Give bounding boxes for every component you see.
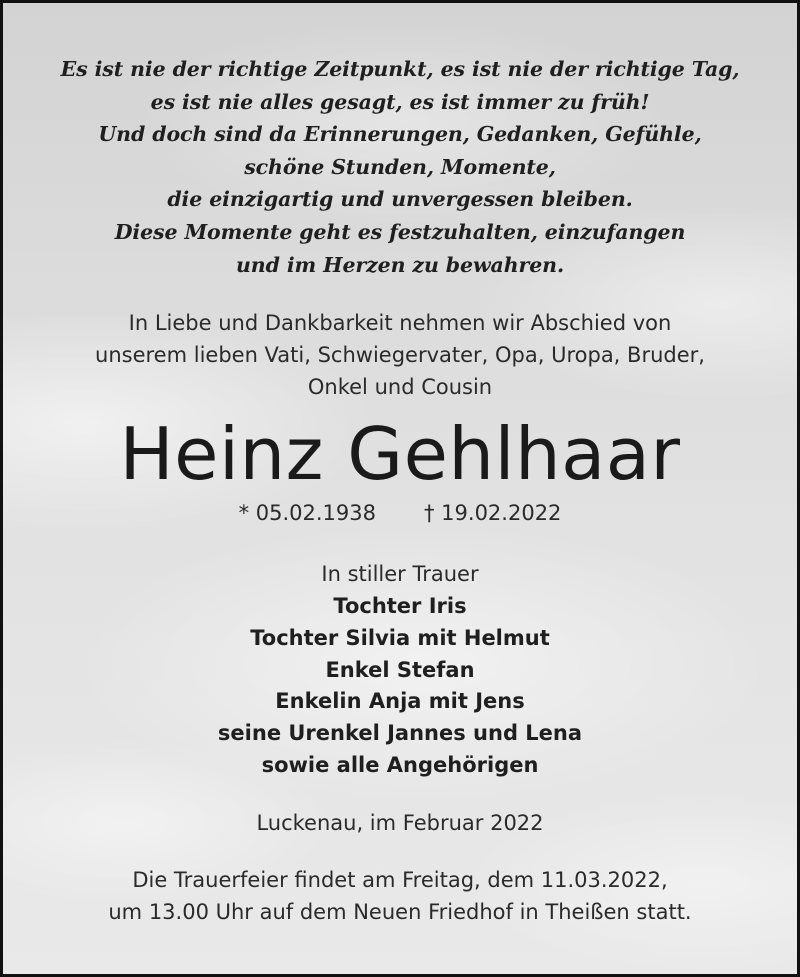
intro-line: In Liebe und Dankbarkeit nehmen wir Abschied von: [128, 311, 672, 336]
memorial-poem: [3, 53, 797, 281]
service-line: um 13.00 Uhr auf dem Neuen Friedhof in Theißen statt.: [108, 899, 692, 924]
mourners-list: [3, 559, 797, 782]
mourner-name: Enkelin Anja mit Jens: [275, 689, 525, 714]
mourner-name: Enkel Stefan: [325, 657, 475, 682]
deceased-name: Heinz Gehlhaar: [119, 412, 681, 497]
poem-line: und im Herzen zu bewahren.: [235, 252, 564, 277]
place-and-date: Luckenau, im Februar 2022: [256, 810, 544, 835]
farewell-intro: [3, 307, 797, 403]
mourner-name: sowie alle Angehörigen: [261, 752, 539, 777]
poem-line: schöne Stunden, Momente,: [244, 154, 556, 179]
service-line: Die Trauerfeier findet am Freitag, dem 11.03.2022,: [132, 867, 668, 892]
intro-line: Onkel und Cousin: [307, 375, 493, 400]
poem-line: Und doch sind da Erinnerungen, Gedanken, Gefühle,: [98, 122, 702, 147]
mourning-lead: In stiller Trauer: [321, 562, 479, 587]
funeral-service-info: [3, 864, 797, 928]
poem-line: die einzigartig und unvergessen bleiben.: [167, 187, 633, 212]
life-dates: [3, 497, 797, 529]
poem-line: Diese Momente geht es festzuhalten, einzufangen: [114, 219, 686, 244]
mourner-name: seine Urenkel Jannes und Lena: [217, 721, 583, 746]
obituary-content: [3, 3, 797, 928]
death-date: † 19.02.2022: [424, 501, 562, 526]
mourner-name: Tochter Iris: [333, 593, 467, 618]
birth-date: * 05.02.1938: [238, 501, 376, 526]
mourner-name: Tochter Silvia mit Helmut: [250, 625, 550, 650]
poem-line: Es ist nie der richtige Zeitpunkt, es ist nie der richtige Tag,: [60, 57, 740, 81]
intro-line: unserem lieben Vati, Schwiegervater, Opa, Uropa, Bruder,: [95, 343, 705, 368]
poem-line: es ist nie alles gesagt, es ist immer zu früh!: [150, 89, 650, 114]
